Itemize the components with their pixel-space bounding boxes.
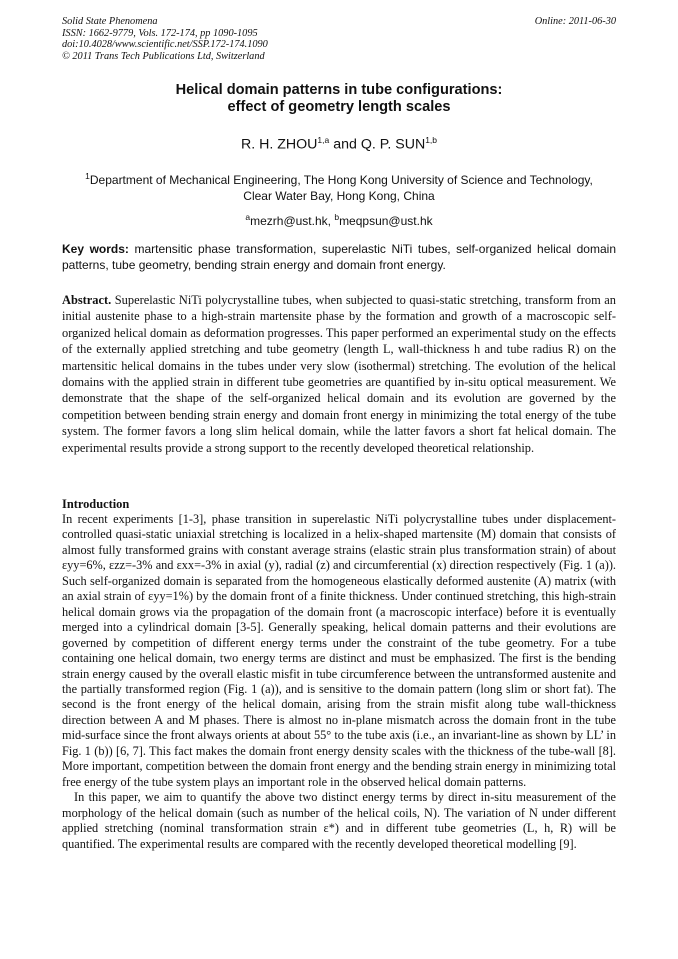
author-1: R. H. ZHOU [240, 136, 318, 153]
email-addresses [62, 212, 616, 228]
affiliation-line1: Department of Mechanical Engineering, The Hong Kong University of Science and Technology, [89, 173, 593, 187]
journal-doi: doi:10.4028/www.scientific.net/SSP.172-174.1090 [62, 39, 268, 51]
author-2-affil: 1,b [425, 135, 438, 145]
abstract-label: Abstract. [62, 293, 112, 307]
email-b-marker: b [334, 212, 340, 222]
journal-header [62, 16, 268, 62]
keywords [62, 241, 616, 273]
introduction-heading: Introduction [62, 497, 130, 511]
author-1-affil: 1,a [317, 135, 330, 145]
journal-issn: ISSN: 1662-9779, Vols. 172-174, pp 1090-1095 [62, 27, 258, 39]
introduction-paragraph-1: In recent experiments [1-3], phase transition in superelastic NiTi polycrystalline tubes under displacement-controlled quasi-static uniaxial stretching is localized in a helix-shaped martensite (M) domain that consists of almost fully transformed grains with constant average strains (elastic strain plus transformation strain) of about εyy=6%, εzz=-3% and εxx=-3% in axial (y), radial (z) and circumferential (x) direction respectively (Fig. 1 (a)). Such self-organized domain is separated from the homogeneous elastically deformed austenite (A) matrix (with an axial strain of εyy=1%) by the domain front of a finite thickness. Under continued stretching, this high-strain helical domain grows via the propagation of the domain front (a macroscopic interface) before it is eventually merged into a cylindrical domain [3-5]. Generally speaking, helical domain patterns and their evolutions are governed by competition of different energy terms under the constraint of the tube geometry. For a tube containing one helical domain, two energy terms are distinct and must be emphasized. The first is the bending strain energy caused by the overall elastic misfit in tube circumference between the untransformed austenite and the partially transformed region (Fig. 1 (a)), and is sensitive to the domain pattern (long slim or short fat). The second is the front energy of the helical domain, arising from the strain misfit along tube wall-thickness direction between A and M phases. There is almost no in-plane mismatch across the domain front in the tube mid-surface since the front always orients at about 55° to the tube axis (i.e., an invariant-line as shown by LL’ in Fig. 1 (b)) [6, 7]. This fact makes the domain front energy density scales with the thickness of the tube-wall [8]. More important, competition between the domain front energy and the bending strain energy in minimizing total free energy of the tube system plays an important role in the observed helical domain patterns. [62, 512, 616, 789]
affiliation-marker: 1 [85, 171, 90, 181]
introduction-body [62, 512, 616, 852]
keywords-label: Key words: [62, 242, 129, 256]
author-list [62, 135, 616, 153]
author-conjunction: and [329, 136, 361, 153]
online-date: Online: 2011-06-30 [534, 16, 616, 27]
abstract-text: Superelastic NiTi polycrystalline tubes, when subjected to quasi-static stretching, transform from an initial austenite phase to a high-strain martensite phase by the formation and growth of a macroscopic self-organized helical domain as deformation progresses. This paper performed an experimental study on the effects of the externally applied stretching and tube geometry (length L, wall-thickness h and tube radius R) on the martensitic helical domains in the tubes under very slow (isothermal) stretching. The evolution of the helical domains with the applied strain in different tube geometries are quantified by in-situ optical measurement. We demonstrate that the shape of the self-organized helical domain and its evolution are governed by the competition between bending strain energy and domain front energy in minimizing the total energy of the tube system. The former favors a long slim helical domain, while the latter favors a short fat helical domain. The experimental results provide a strong support to the recently developed theoretical relationship. [62, 293, 616, 455]
author-2: Q. P. SUN [360, 136, 426, 153]
email-a: mezrh@ust.hk, [250, 214, 335, 228]
introduction-paragraph-2: In this paper, we aim to quantify the above two distinct energy terms by direct in-situ measurement of the morphology of the helical domain (such as number of the helical coils, N). The variation of N under different applied stretching (nominal transformation strain ε*) and in different tube geometries (L, h, R) will be quantified. The experimental results are compared with the recently developed theoretical modelling [9]. [62, 790, 616, 851]
journal-name: Solid State Phenomena [62, 16, 158, 27]
keywords-text: martensitic phase transformation, superelastic NiTi tubes, self-organized helical domain patterns, tube geometry, bending strain energy and domain front energy. [62, 242, 616, 272]
affiliation-line2: Clear Water Bay, Hong Kong, China [243, 189, 435, 204]
email-b: meqpsun@ust.hk [339, 214, 433, 228]
affiliation [62, 168, 616, 204]
paper-title [62, 82, 616, 116]
abstract [62, 292, 616, 456]
email-a-marker: a [245, 212, 251, 222]
paper-title-line1: Helical domain patterns in tube configurations: [175, 82, 503, 98]
journal-copyright: © 2011 Trans Tech Publications Ltd, Switzerland [62, 50, 265, 62]
paper-title-line2: effect of geometry length scales [227, 99, 451, 115]
